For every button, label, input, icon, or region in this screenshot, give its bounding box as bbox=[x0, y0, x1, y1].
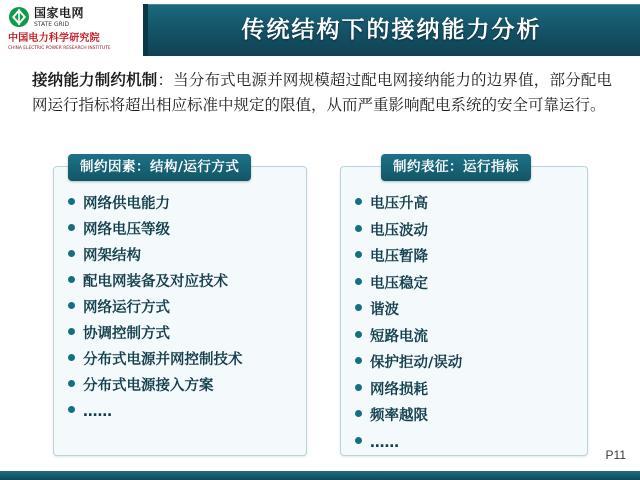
list-item-label: 网络供电能力 bbox=[83, 196, 170, 212]
bullet-icon bbox=[68, 380, 75, 387]
page-number: P11 bbox=[605, 448, 626, 462]
list-item-label: 短路电流 bbox=[370, 328, 428, 345]
bullet-icon bbox=[68, 224, 75, 231]
bullet-icon bbox=[68, 328, 75, 335]
list-item-label: 网络电压等级 bbox=[83, 222, 170, 238]
logo-block bbox=[8, 4, 140, 58]
bullet-icon bbox=[68, 302, 75, 309]
state-grid-name-cn: 国家电网 bbox=[34, 5, 85, 20]
list-item bbox=[355, 434, 579, 452]
bullet-icon bbox=[68, 250, 75, 257]
bullet-icon bbox=[68, 406, 75, 413]
intro-text: ：当分布式电源并网规模超过配电网接纳能力的边界值，部分配电网运行指标将超出相应标准中规定的限值，从而严重影响配电系统的安全可靠运行。 bbox=[32, 71, 612, 114]
list-item bbox=[68, 299, 298, 317]
bullet-icon bbox=[355, 437, 362, 444]
list-item-label: 网架结构 bbox=[83, 248, 141, 264]
list-item bbox=[355, 248, 579, 266]
list-item bbox=[355, 222, 579, 240]
bullet-icon bbox=[355, 251, 362, 258]
list-item bbox=[355, 328, 579, 346]
bullet-icon bbox=[355, 357, 362, 364]
list-item-label: 保护拒动/误动 bbox=[370, 355, 463, 371]
slide-header bbox=[0, 0, 640, 62]
list-item-label: 谐波 bbox=[370, 302, 399, 318]
constraint-indicators-list bbox=[355, 195, 579, 460]
bullet-icon bbox=[355, 384, 362, 391]
constraint-indicators-panel bbox=[340, 159, 588, 456]
list-item bbox=[68, 377, 298, 395]
bullet-icon bbox=[68, 276, 75, 283]
list-item bbox=[68, 325, 298, 343]
page-title: 传统结构下的接纳能力分析 bbox=[241, 17, 542, 43]
list-item bbox=[68, 351, 298, 369]
list-item-label: 电压升高 bbox=[370, 196, 428, 212]
list-item-label: 分布式电源并网控制技术 bbox=[83, 352, 243, 368]
bullet-icon bbox=[355, 410, 362, 417]
list-item bbox=[355, 301, 579, 319]
bullet-icon bbox=[355, 278, 362, 285]
list-item bbox=[68, 403, 298, 421]
list-item bbox=[355, 381, 579, 399]
list-item-label: …… bbox=[370, 434, 399, 451]
institute-logo bbox=[8, 33, 140, 52]
state-grid-name-en: STATE GRID bbox=[34, 19, 70, 28]
constraint-indicators-heading: 制约表征：运行指标 bbox=[381, 154, 531, 181]
constraint-factors-panel bbox=[53, 159, 307, 456]
bullet-icon bbox=[68, 198, 75, 205]
state-grid-text bbox=[34, 7, 84, 28]
list-item-label: 配电网装备及对应技术 bbox=[83, 274, 228, 290]
list-item-label: …… bbox=[83, 404, 112, 420]
list-item-label: 频率越限 bbox=[370, 408, 428, 424]
intro-lead: 接纳能力制约机制 bbox=[32, 71, 158, 89]
list-item bbox=[68, 195, 298, 213]
list-item-label: 网络运行方式 bbox=[83, 300, 170, 316]
bullet-icon bbox=[68, 354, 75, 361]
constraint-factors-heading: 制约因素：结构/运行方式 bbox=[68, 154, 251, 181]
state-grid-icon bbox=[8, 6, 30, 28]
bullet-icon bbox=[355, 225, 362, 232]
list-item-label: 分布式电源接入方案 bbox=[83, 378, 214, 394]
list-item bbox=[355, 407, 579, 425]
title-bar bbox=[143, 4, 640, 56]
list-item bbox=[68, 221, 298, 239]
list-item bbox=[355, 275, 579, 293]
bullet-icon bbox=[355, 331, 362, 338]
list-item bbox=[68, 273, 298, 291]
list-item-label: 网络损耗 bbox=[370, 381, 428, 398]
footer-band bbox=[0, 471, 640, 480]
list-item-label: 电压波动 bbox=[370, 222, 428, 239]
list-item-label: 电压暂降 bbox=[370, 249, 428, 265]
institute-name-cn: 中国电力科学研究院 bbox=[8, 33, 100, 44]
list-item bbox=[355, 195, 579, 213]
institute-name-en: CHINA ELECTRIC POWER RESEARCH INSTITUTE bbox=[8, 46, 111, 51]
list-item bbox=[68, 247, 298, 265]
bullet-icon bbox=[355, 304, 362, 311]
constraint-factors-list bbox=[68, 195, 298, 429]
intro-paragraph bbox=[32, 68, 612, 118]
list-item-label: 协调控制方式 bbox=[83, 326, 170, 342]
list-item-label: 电压稳定 bbox=[370, 275, 428, 292]
state-grid-logo bbox=[8, 4, 140, 30]
bullet-icon bbox=[355, 198, 362, 205]
list-item bbox=[355, 354, 579, 372]
